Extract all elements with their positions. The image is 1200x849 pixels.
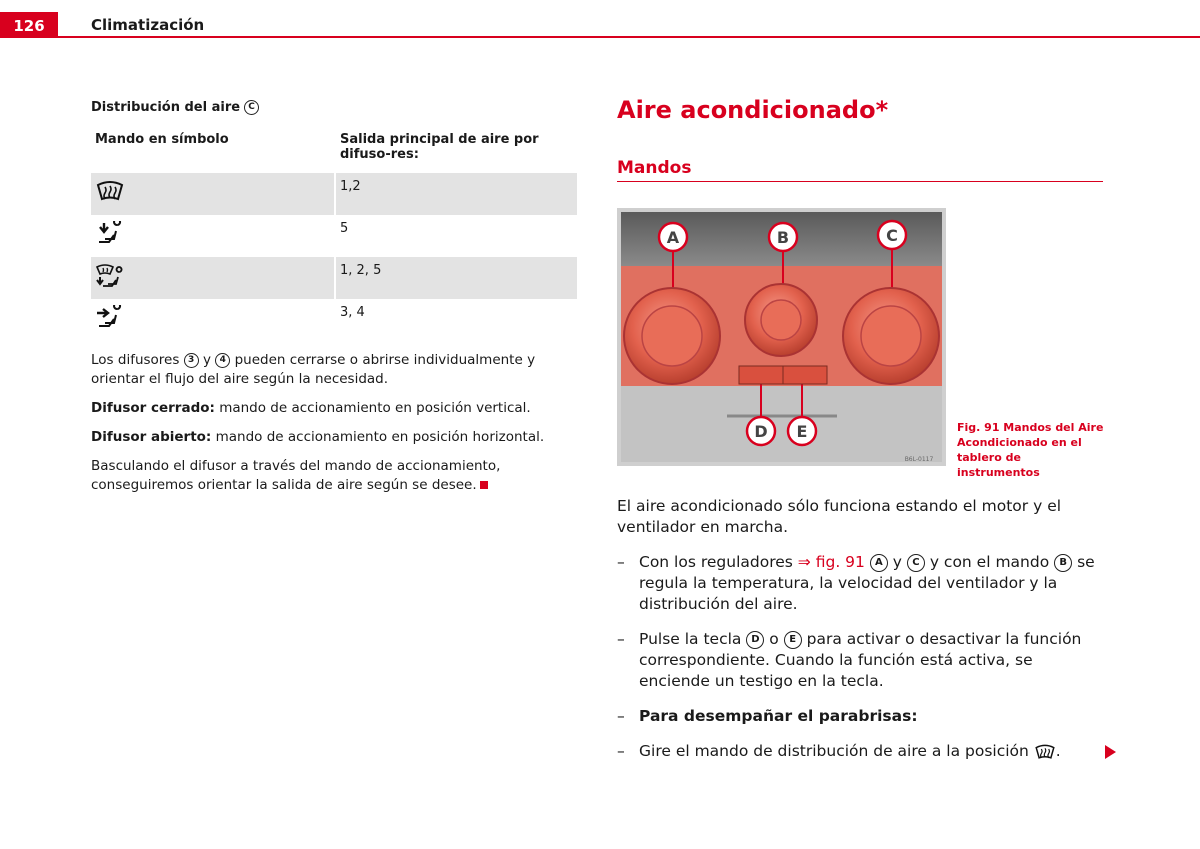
text: Basculando el difusor a través del mando de accionamiento, conseguiremos orientar la salida de aire según se desee. <box>91 458 501 493</box>
header-rule <box>58 36 1200 38</box>
text: Con los reguladores <box>639 553 793 571</box>
outlet-value: 1, 2, 5 <box>335 257 577 299</box>
text: Gire el mando de distribución de aire a la posición <box>639 742 1029 760</box>
left-column <box>91 100 577 495</box>
label-e: E <box>796 422 808 441</box>
dash: – <box>617 630 625 648</box>
list-text <box>639 741 1061 762</box>
table-row <box>91 173 577 215</box>
marker-3: 3 <box>184 353 199 368</box>
page-number: 126 <box>0 12 58 38</box>
col-header-symbol: Mando en símbolo <box>91 127 335 173</box>
right-column-heading <box>617 96 1103 182</box>
list-text <box>639 629 1103 692</box>
page-header <box>0 0 1200 40</box>
outlet-value: 3, 4 <box>340 305 365 320</box>
marker-4: 4 <box>215 353 230 368</box>
figure-code: B6L-0117 <box>904 456 934 463</box>
list-item <box>617 706 1103 727</box>
marker-d: D <box>746 631 764 649</box>
dash: – <box>617 742 625 760</box>
text: y <box>202 352 211 368</box>
table-row <box>91 257 577 299</box>
defog-heading: Para desempañar el parabrisas: <box>639 707 918 725</box>
text: y con el mando <box>929 553 1050 571</box>
text: Pulse la tecla <box>639 630 742 648</box>
paragraph-orient <box>91 457 577 495</box>
air-distribution-subtitle <box>91 100 577 115</box>
footwell-airflow-icon <box>95 221 330 247</box>
paragraph-open <box>91 428 577 447</box>
figure-link[interactable]: ⇒ fig. 91 <box>797 553 865 571</box>
marker-b: B <box>1054 554 1072 572</box>
text: pueden cerrarse o abrirse individualmente y orientar el flujo del aire según la necesidad. <box>91 352 536 387</box>
text: Los difusores <box>91 352 180 368</box>
text: mando de accionamiento en posición vertical. <box>219 400 531 416</box>
marker-c: C <box>244 100 259 115</box>
col-header-outlet: Salida principal de aire por difuso-res: <box>340 132 539 162</box>
dash: – <box>617 707 625 725</box>
windshield-and-footwell-icon <box>95 263 330 291</box>
distribution-table <box>91 127 577 341</box>
end-marker-icon <box>480 481 488 489</box>
marker-a: A <box>870 554 888 572</box>
outlet-value: 5 <box>340 221 349 236</box>
paragraph-closed <box>91 399 577 418</box>
list-text <box>639 552 1103 615</box>
marker-c: C <box>907 554 925 572</box>
list-item <box>617 629 1103 692</box>
dashboard-controls-image <box>617 208 946 466</box>
label-c: C <box>886 226 898 245</box>
figure-caption: Fig. 91 Mandos del Aire Acondicionado en el tablero de instrumentos <box>957 421 1104 479</box>
text: o <box>769 630 779 648</box>
text: y <box>892 553 902 571</box>
intro-paragraph: El aire acondicionado sólo funciona estando el motor y el ventilador en marcha. <box>617 497 1062 536</box>
term: Difusor cerrado: <box>91 400 215 416</box>
term: Difusor abierto: <box>91 429 212 445</box>
right-body <box>617 496 1103 776</box>
windshield-defrost-icon <box>1034 742 1056 760</box>
table-row <box>91 299 577 341</box>
paragraph-vents <box>91 351 577 389</box>
list-item <box>617 552 1103 615</box>
list-item <box>617 741 1103 762</box>
marker-e: E <box>784 631 802 649</box>
outlet-value: 1,2 <box>335 173 577 215</box>
section-heading: Aire acondicionado* <box>617 96 889 124</box>
label-a: A <box>666 228 680 247</box>
subtitle-text: Distribución del aire <box>91 100 241 115</box>
text: se regula la temperatura, la velocidad del ventilador y la distribución del aire. <box>639 553 1095 613</box>
table-header-row <box>91 127 577 173</box>
section-title: Climatización <box>91 16 205 34</box>
table-row <box>91 215 577 257</box>
text: para activar o desactivar la función correspondiente. Cuando la función está activa, se enciende un testigo en la tecla. <box>639 630 1082 690</box>
next-page-arrow-icon[interactable] <box>1105 745 1116 759</box>
label-b: B <box>776 228 790 247</box>
label-d: D <box>754 422 768 441</box>
subsection-heading: Mandos <box>617 158 1103 182</box>
windshield-defrost-icon <box>95 179 330 203</box>
controls-figure <box>617 208 946 466</box>
dash: – <box>617 553 625 571</box>
text: mando de accionamiento en posición horizontal. <box>215 429 545 445</box>
text: . <box>1055 742 1061 760</box>
face-airflow-icon <box>95 305 330 331</box>
